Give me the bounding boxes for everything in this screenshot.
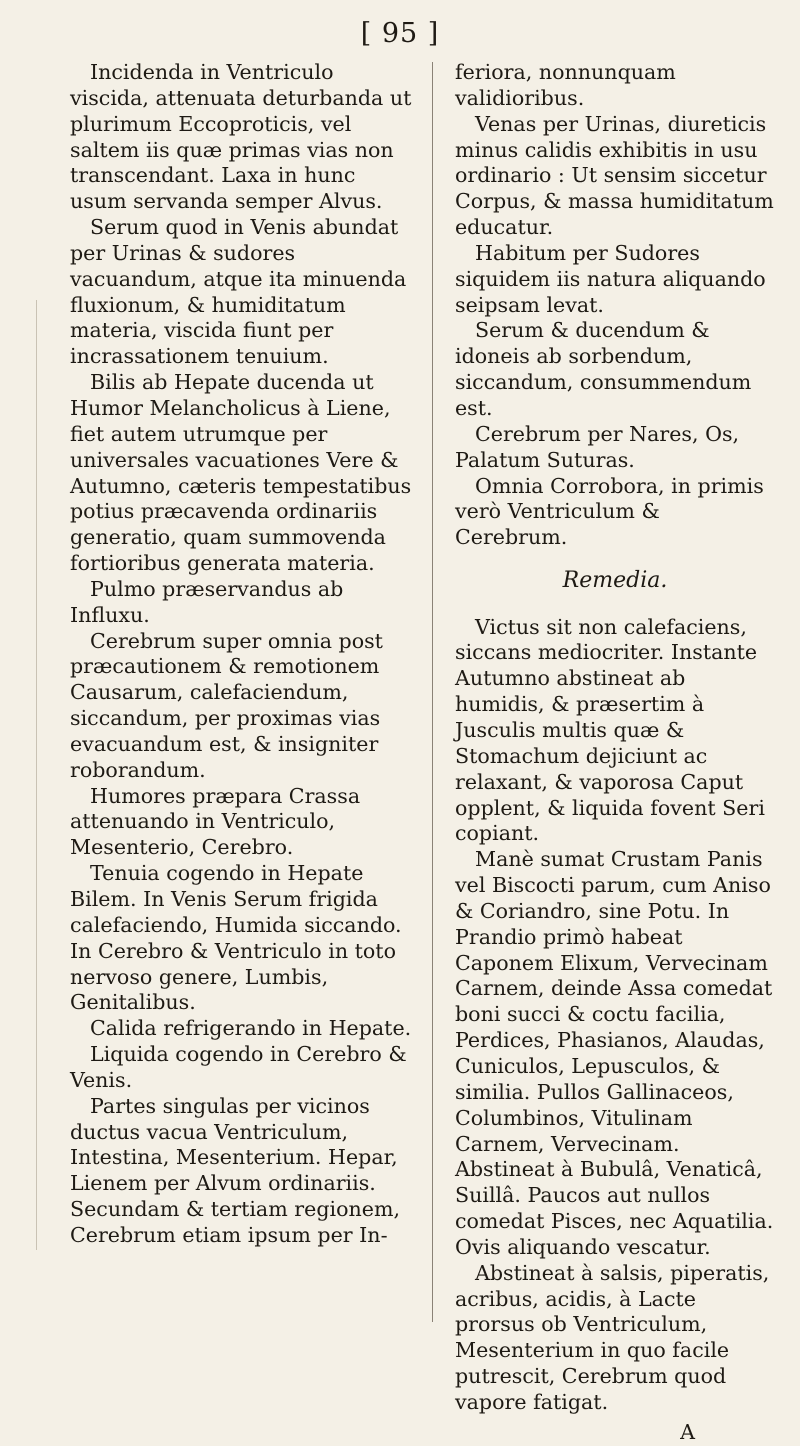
- paragraph: Cerebrum super omnia post præcautionem & remotionem Causarum, calefaciendum, siccandum, per proximas vias evacuandum est, & insigniter roborandum.: [70, 628, 383, 782]
- page-margin-line: [36, 300, 37, 1250]
- paragraph: Liquida cogendo in Cerebro & Venis.: [70, 1042, 407, 1092]
- paragraph: feriora, nonnunquam validioribus.: [455, 60, 676, 110]
- paragraph: Habitum per Sudores siquidem iis natura aliquando seipsam levat.: [455, 240, 766, 317]
- paragraph: Bilis ab Hepate ducenda ut Humor Melancholicus à Liene, fiet autem utrumque per universales vacuationes Vere & Autumno, cæteris tempestatibus potius præcavenda ordinariis generatio, quam summovenda fortioribus generata materia.: [70, 370, 412, 576]
- paragraph: Abstineat à salsis, piperatis, acribus, acidis, à Lacte prorsus ob Ventriculum, Mesenterium in quo facile putrescit, Cerebrum quod vapore fatigat.: [455, 1260, 770, 1414]
- paragraph: Calida refrigerando in Hepate.: [90, 1016, 412, 1041]
- column-divider: [432, 62, 433, 1322]
- paragraph: Serum quod in Venis abundat per Urinas & sudores vacuandum, atque ita minuenda fluxionum, & humiditatum materia, viscida fiunt per incrassationem tenuium.: [70, 215, 407, 369]
- paragraph: Incidenda in Ventriculo viscida, attenuata deturbanda ut plurimum Eccoproticis, vel saltem iis quæ primas vias non transcendant. Laxa in hunc usum servanda semper Alvus.: [70, 60, 412, 214]
- paragraph: Victus sit non calefaciens, siccans mediocriter. Instante Autumno abstineat ab humidis, & præsertim à Jusculis multis quæ & Stomachum dejiciunt ac relaxant, & vaporosa Caput opplent, & liquida fovent Seri copiant.: [455, 614, 765, 846]
- page-number: [ 95 ]: [360, 18, 440, 49]
- paragraph: Manè sumat Crustam Panis vel Biscocti parum, cum Aniso & Coriandro, sine Potu. In Prandio primò habeat Caponem Elixum, Vervecinam Carnem, deinde Assa comedat boni succi & coctu facilia, Perdices, Phasianos, Alaudas, Cuniculos, Lepusculos, & similia. Pullos Gallinaceos, Columbinos, Vitulinam Carnem, Vervecinam. Abstineat à Bubulâ, Venaticâ, Suillâ. Paucos aut nullos comedat Pisces, nec Aquatilia. Ovis aliquando vescatur.: [455, 847, 774, 1259]
- right-column: [455, 60, 775, 1446]
- paragraph: Pulmo præservandus ab Influxu.: [70, 576, 344, 627]
- left-column: [70, 60, 415, 1249]
- paragraph: Serum & ducendum & idoneis ab sorbendum, siccandum, consummendum est.: [455, 318, 752, 420]
- paragraph: Omnia Corrobora, in primis verò Ventriculum & Cerebrum.: [455, 473, 764, 550]
- catchword: A: [680, 1419, 695, 1444]
- paragraph: Venas per Urinas, diureticis minus calidis exhibitis in usu ordinario : Ut sensim siccetur Corpus, & massa humiditatum educatur.: [455, 111, 774, 240]
- paragraph: Tenuia cogendo in Hepate Bilem. In Venis Serum frigida calefaciendo, Humida siccando. In Cerebro & Ventriculo in toto nervoso genere, Lumbis, Genitalibus.: [70, 861, 402, 1015]
- paragraph: Cerebrum per Nares, Os, Palatum Suturas.: [455, 421, 740, 472]
- paragraph: Partes singulas per vicinos ductus vacua Ventriculum, Intestina, Mesenterium. Hepar, Lienem per Alvum ordinariis. Secundam & tertiam regionem, Cerebrum etiam ipsum per In-: [70, 1093, 401, 1247]
- section-heading: Remedia.: [562, 568, 668, 594]
- paragraph: Humores præpara Crassa attenuando in Ventriculo, Mesenterio, Cerebro.: [70, 783, 361, 860]
